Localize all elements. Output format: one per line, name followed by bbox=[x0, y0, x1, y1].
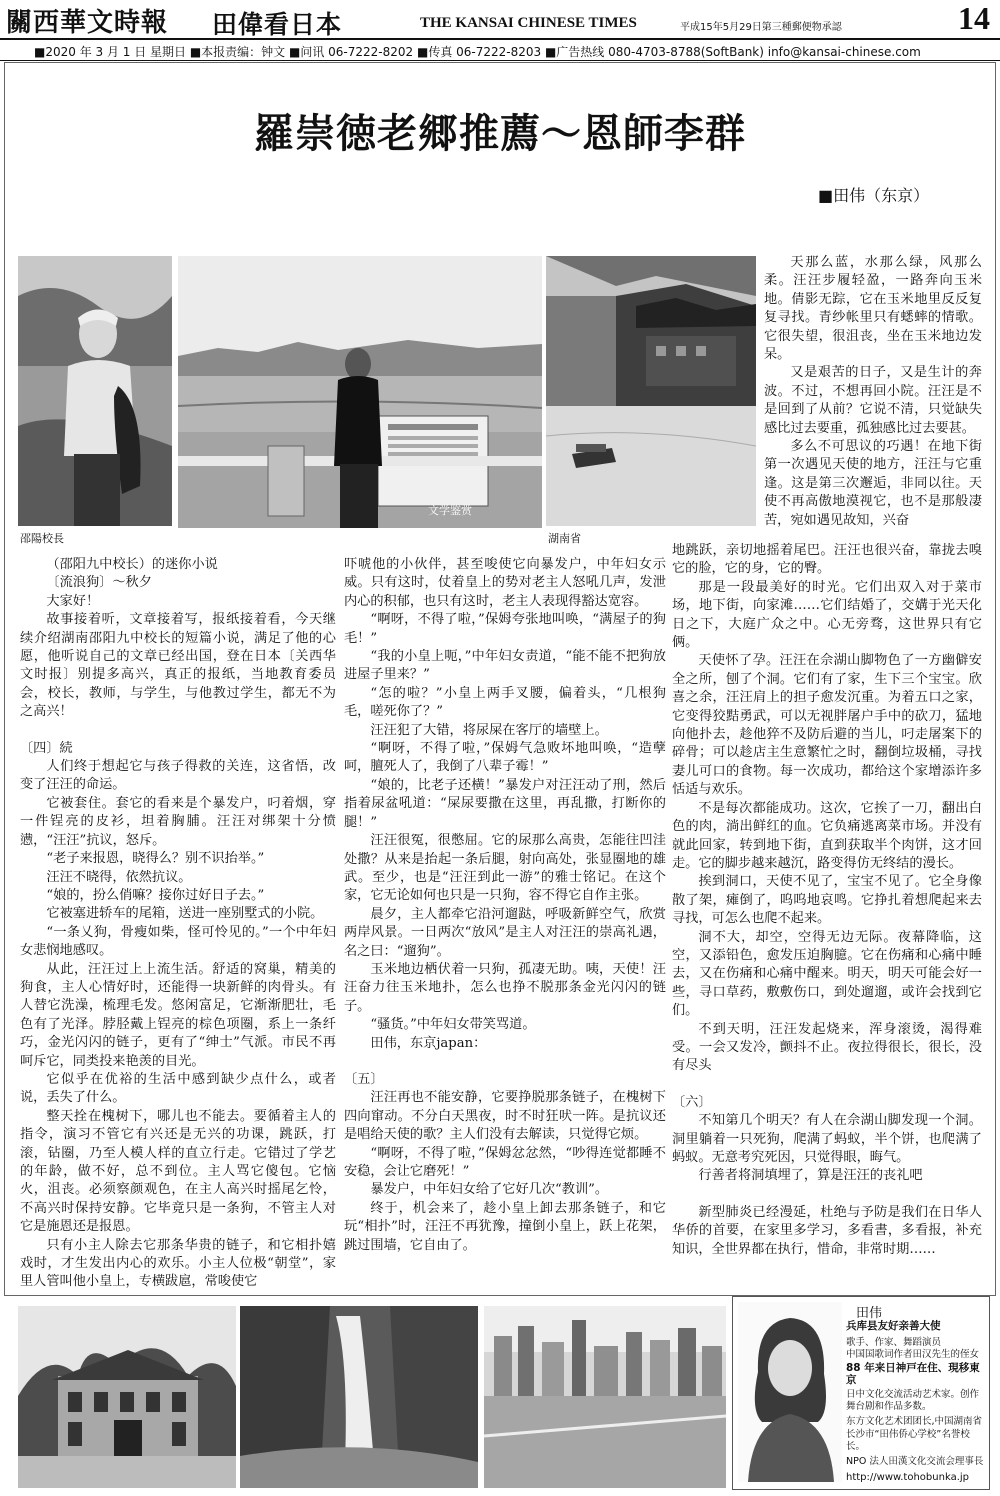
profile-line: 日中文化交流活动艺术家。创作舞台剧和作品多数。 bbox=[846, 1389, 980, 1413]
newspaper-logo: 關西華文時報 bbox=[6, 8, 169, 38]
article-column-1 bbox=[20, 556, 336, 1292]
paragraph: 不知第几个明天？有人在佘湖山脚发现一个洞。洞里躺着一只死狗，爬满了蚂蚁，半个饼，也爬满了蚂蚁。无意考究死因，只觉得眼，晦气。 bbox=[672, 1113, 982, 1165]
byline: ■田伟（东京） bbox=[818, 186, 930, 205]
paragraph: 天使怀了孕。汪汪在佘湖山脚物色了一方幽僻安全之所，刨了个洞。它们有了家，生下三个宝宝。欣喜之余，汪汪肩上的担子愈发沉重。为着五口之家，它变得狡黠勇武，可以无视胖屠户手中的砍刀，猛地向他扑去，趁他猝不及防后避的当儿，叼走屠案下的碎骨；可以趁店主生意繁忙之时，翻倒垃圾桶，寻找妻儿可口的食物。每一次成功，都给这个家增添许多恬适与欢乐。 bbox=[672, 653, 982, 798]
profile-details bbox=[846, 1320, 986, 1484]
paragraph: “骚货。”中年妇女带笑骂道。 bbox=[370, 1017, 536, 1033]
hunan-photo bbox=[546, 256, 756, 526]
paragraph: 洞不大，却空，空得无边无际。夜幕降临，这空，又添铅色，愈发压迫胸臆。它在伤痛和心痛中睡去，又在伤痛和心痛中醒来。明天，明天可能会好一些，寻口草药，敷敷伤口，到处遛遛，或许会找到它们。 bbox=[672, 929, 982, 1019]
profile-line: NPO 法人田漢文化交流会理事長 bbox=[846, 1456, 984, 1468]
paragraph: 晨夕，主人都牵它沿河遛跶，呼吸新鲜空气，欣赏两岸风景。一日两次“放风”是主人对汪汪的崇高礼遇，名之曰：“遛狗”。 bbox=[344, 906, 666, 959]
paragraph: 它似乎在优裕的生活中感到缺少点什么，或者说，丢失了什么。 bbox=[20, 1071, 336, 1106]
river-bridge-photo bbox=[178, 256, 542, 528]
article-column-3 bbox=[672, 542, 982, 1259]
paragraph: （邵阳九中校长）的迷你小说 bbox=[46, 557, 218, 572]
paragraph: 挨到洞口，天使不见了，宝宝不见了。它全身像散了架，瘫倒了，呜呜地哀鸣。它挣扎着想爬起来去寻找，可怎么也爬不起来。 bbox=[672, 874, 982, 927]
paragraph: 地跳跃，亲切地摇着尾巴。汪汪也很兴奋，靠拢去嗅它的脸，它的身，它的臀。 bbox=[672, 543, 982, 577]
paragraph: 新型肺炎已经漫延，杜绝与予防是我们在日华人华侨的首要，在家里多学习，多看書，多看报，补充知识，全世界都在执行，惜命，非常时期…… bbox=[672, 1204, 982, 1257]
paragraph: 大家好！ bbox=[46, 593, 100, 609]
paragraph: 暴发户，中年妇女给了它好几次“教训”。 bbox=[370, 1182, 609, 1198]
profile-line: 88 年来日神戸在住、現移東京 bbox=[846, 1361, 980, 1386]
paragraph: “我的小皇上呃，”中年妇女责道，“能不能不把狗放进屋子里来？” bbox=[344, 649, 666, 683]
article-column-2 bbox=[344, 556, 666, 1255]
spacer bbox=[672, 1186, 982, 1204]
principal-photo bbox=[18, 256, 172, 526]
page-number: 14 bbox=[958, 0, 990, 36]
profile-line: 歌手、作家、舞蹈演员 bbox=[846, 1337, 942, 1349]
paragraph: 汪汪很冤，很憋屈。它的尿那么高贵，怎能往凹洼处撒？从来是抬起一条后腿，射向高处，张显圈地的雄武。至少，也是“汪汪到此一游”的雅士铭记。在这个家，它无论如何也只是一只狗，容不得它自作主张。 bbox=[344, 833, 666, 904]
paragraph: “一条乂狗，骨瘦如柴，怪可怜见的。”一个中年妇女悲悯地感叹。 bbox=[20, 924, 336, 959]
principal-caption: 邵陽校長 bbox=[20, 532, 64, 545]
photo-watermark: 文学鉴赏 bbox=[428, 504, 472, 517]
paragraph: 天那么蓝，水那么绿，风那么柔。汪汪步履轻盈，一路奔向玉米地。倩影无踪，它在玉米地里反反复复寻找。青纱帐里只有蟋蟀的情歌。它很失望，很沮丧，坐在玉米地边发呆。 bbox=[764, 255, 982, 363]
paragraph: “啊呀，不得了啦，”保姆气急败坏地叫唤，“造孽呵，膻死人了，我倒了八辈子霉！” bbox=[344, 741, 666, 775]
city-skyline-photo bbox=[484, 1306, 726, 1488]
masthead bbox=[0, 0, 1000, 40]
paragraph: 人们终于想起它与孩子得救的关连，这省悟，改变了汪汪的命运。 bbox=[20, 759, 336, 793]
waterfall-photo bbox=[240, 1306, 478, 1488]
paragraph: 从此，汪汪过上上流生活。舒适的窝巢，精美的狗食，主人心情好时，还能得一块新鲜的肉骨头。有人替它洗澡，梳理毛发。悠闲富足，它渐渐肥壮，毛色有了光泽。脖胫戴上锃亮的棕色项圈，系上一条纤巧，金光闪闪的链子，更有了“绅士”气派。市民不再呵斥它，同类投来艳羡的目光。 bbox=[20, 961, 336, 1069]
paragraph: “娘的，比老子还横！”暴发户对汪汪动了刑，然后指着尿盆吼道：“屎尿要撒在这里，再乱撒，打断你的腿！” bbox=[344, 777, 666, 830]
paragraph: 整天拴在槐树下，哪儿也不能去。要循着主人的指令，演习不管它有兴还是无兴的功课，跳跃，打滚，钻圈，乃至人模人样的直立行走。它错过了学艺的年龄，做不好，总不到位。主人骂它傻包。它恼火，沮丧。必须察颜观色，在主人高兴时摇尾乞怜，不高兴时保持安静。它毕竟只是一条狗，不管主人对它是施恩还是报恩。 bbox=[20, 1108, 336, 1235]
paragraph: 不是每次都能成功。这次，它挨了一刀，翻出白色的肉，淌出鲜红的血。它负痛逃离菜市场。并没有就此回家，转到地下街，直到获取半个肉饼，这才回走。它的脚步越来越沉，路变得仿无终结的漫长。 bbox=[672, 800, 982, 871]
profile-line: 东方文化艺术团团长,中国湖南省长沙市“田伟侨心学校”名誉校长。 bbox=[846, 1416, 983, 1452]
historic-building-photo bbox=[18, 1306, 236, 1488]
paragraph: “娘的，扮么俏嘛？接你过好日子去。” bbox=[46, 887, 265, 903]
paragraph: 田伟，东京japan： bbox=[370, 1035, 487, 1051]
paragraph: 吓唬他的小伙伴，甚至唆使它向暴发户，中年妇女示威。只有这时，仗着皇上的势对老主人怒吼几声，发泄内心的积郁，也只有这时，老主人表现得豁达宽容。 bbox=[344, 557, 666, 609]
postal-registration: 平成15年5月29日第三種郵便物承認 bbox=[680, 22, 842, 33]
spacer bbox=[20, 722, 336, 740]
paragraph: 行善者将洞填埋了，算是汪汪的丧礼吧 bbox=[698, 1168, 923, 1184]
section-heading: 〔五〕 bbox=[344, 1071, 384, 1087]
section-title: 田偉看日本 bbox=[212, 10, 343, 39]
paragraph: 只有小主人除去它那条华贵的链子，和它相扑嬉戏时，才生发出内心的欢乐。小主人位极“朝堂”，家里人管叫他小皇上，专横跋扈，常唆使它 bbox=[20, 1237, 336, 1290]
profile-name: 田伟 bbox=[856, 1306, 883, 1321]
paragraph: “老子来报恩，晓得么？别不识抬举。” bbox=[46, 851, 265, 867]
paragraph: “啊呀，不得了啦，”保姆夸张地叫唤，“满屋子的狗毛！” bbox=[344, 612, 666, 646]
profile-title: 兵库县友好亲善大使 bbox=[846, 1320, 941, 1332]
paragraph: 〔流浪狗〕～秋夕 bbox=[46, 575, 152, 591]
paragraph: 汪汪不晓得，依然抗议。 bbox=[46, 869, 192, 885]
paragraph: 汪汪犯了大错，将尿屎在客厅的墙壁上。 bbox=[370, 722, 608, 738]
paragraph: 又是艰苦的日子，又是生计的奔波。不过，不想再回小院。汪汪是不是回到了从前？它说不清，只觉缺失感比过去要重，孤独感比过去要甚。 bbox=[764, 365, 982, 436]
paragraph: 不到天明，汪汪发起烧来，浑身滚烫，渴得难受。一会又发冷，颤抖不止。夜拉得很长，很长，没有尽头 bbox=[672, 1021, 982, 1074]
spacer bbox=[344, 1053, 666, 1071]
headline: 羅崇徳老郷推薦～恩師李群 bbox=[254, 111, 746, 157]
spacer bbox=[672, 1076, 982, 1094]
paragraph: 终于，机会来了，趁小皇上卸去那条链子，和它玩“相扑”时，汪汪不再犹豫，撞倒小皇上，跃上花架，跳过围墙，它自由了。 bbox=[344, 1200, 666, 1253]
article-column-3-top bbox=[764, 254, 982, 530]
paragraph: 多么不可思议的巧遇！在地下街第一次遇见天使的地方，汪汪与它重逢。这是第三次邂逅，非同以往。天使不再高傲地漠视它，也不是那般凄苦，宛如遇见故知，兴奋 bbox=[764, 439, 982, 528]
info-bar: ■2020 年 3 月 1 日 星期日 ■本报责编：钟文 ■问讯 06-7222-8202 ■传真 06-7222-8203 ■广告热线 080-4703-8788(SoftBank) info@kansai-chinese.com bbox=[0, 41, 1000, 61]
paragraph: 它被套住。套它的看来是个暴发户，叼着烟，穿一件锃亮的皮衫，坦着胸脯。汪汪对绑架十分愤懑，“汪汪”抗议，怒斥。 bbox=[20, 795, 336, 848]
paragraph: “啊呀，不得了啦，”保姆忿忿然，“吵得连觉都睡不安稳，会让它磨死！” bbox=[344, 1145, 666, 1179]
author-portrait bbox=[738, 1302, 842, 1482]
hunan-caption: 湖南省 bbox=[548, 532, 581, 545]
paper-english-name: THE KANSAI CHINESE TIMES bbox=[420, 15, 637, 31]
paragraph: 汪汪再也不能安静，它要挣脱那条链子，在槐树下四向窜动。不分白天黑夜，时不时狂吠一阵。是抗议还是唱给天使的歌？主人们没有去解读，只觉得它烦。 bbox=[344, 1090, 666, 1143]
profile-line: 中国国歌词作者田汉先生的侄女 bbox=[846, 1349, 980, 1361]
paragraph: 那是一段最美好的时光。它们出双入对于菜市场，地下街，向家滩……它们结婚了，交媾于光天化日之下，大庭广众之中。心无旁骛，这世界只有它俩。 bbox=[672, 579, 982, 651]
section-heading: 〔六〕 bbox=[672, 1094, 712, 1110]
paragraph: 玉米地边栖伏着一只狗，孤凄无助。咦，天使！汪汪奋力往玉米地扑，怎么也挣不脱那条金光闪闪的链子。 bbox=[344, 961, 666, 1014]
profile-website-link[interactable]: http://www.tohobunka.jp bbox=[846, 1472, 969, 1484]
paragraph: “怎的啦？”小皇上两手叉腰，偏着头，“几根狗毛，嗟死你了？” bbox=[344, 685, 666, 720]
section-heading: 〔四〕続 bbox=[20, 740, 73, 756]
paragraph: 故事接着听，文章接着写，报纸接着看，今天继续介绍湖南邵阳九中校长的短篇小说，满足了他的心愿，他听说自己的文章已经出国，登在日本〔关西华文时报〕别提多高兴，真正的报纸，当地教育委员会，校长，教师，与学生，与他教过学生，都无不为之高兴！ bbox=[20, 612, 336, 720]
paragraph: 它被塞进轿车的尾箱，送进一座别墅式的小院。 bbox=[46, 906, 324, 922]
